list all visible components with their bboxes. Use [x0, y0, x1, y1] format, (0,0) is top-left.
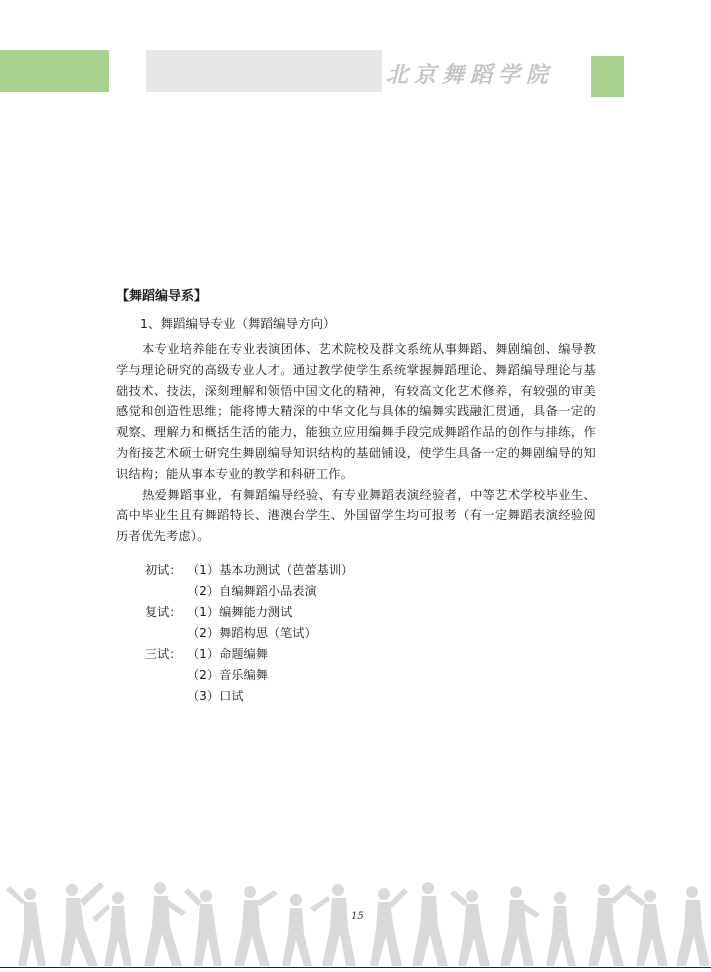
header-green-block-right: [591, 56, 624, 97]
exam-item: （1）编舞能力测试: [187, 605, 293, 619]
major-title: 1、舞蹈编导专业（舞蹈编导方向）: [140, 316, 336, 331]
header-green-block-left: [0, 50, 109, 92]
page-number: 15: [351, 911, 364, 922]
exam-row: [145, 602, 353, 623]
exam-row: [145, 623, 353, 644]
exam-stage-label: 复试：: [145, 605, 182, 619]
requirements-paragraph: 热爱舞蹈事业，有舞蹈编导经验、有专业舞蹈表演经验者，中等艺术学校毕业生、高中毕业生且有舞蹈特长、港澳台学生、外国留学生均可报考（有一定舞蹈表演经验阅历者优先考虑）。: [116, 487, 596, 544]
exam-row: [145, 560, 353, 581]
department-section: [116, 285, 596, 547]
exam-row: [145, 581, 353, 602]
exam-item: （2）舞蹈构思（笔试）: [187, 626, 317, 640]
description-paragraph: 本专业培养能在专业表演团体、艺术院校及群文系统从事舞蹈、舞剧编创、编导教学与理论研究的高级专业人才。通过教学使学生系统掌握舞蹈理论、舞蹈编导理论与基础技术、技法，深刻理解和领悟中国文化的精神，有较高文化艺术修养，有较强的审美感觉和创造性思维；能将博大精深的中华文化与具体的编舞实践融汇贯通，具备一定的观察、理解力和概括生活的能力，能独立应用编舞手段完成舞蹈作品的创作与排练，作为衔接艺术硕士研究生舞剧编导知识结构的基础铺设，使学生具备一定的舞剧编导的知识结构；能从事本专业的教学和科研工作。: [116, 342, 596, 481]
exam-row: [145, 665, 353, 686]
exam-item: （3）口试: [187, 689, 244, 703]
exam-row: [145, 686, 353, 707]
exam-item: （2）自编舞蹈小品表演: [187, 584, 317, 598]
exam-stage-label: 初试：: [145, 563, 182, 577]
exam-row: [145, 644, 353, 665]
bottom-rule: [0, 967, 711, 968]
exam-list: [145, 560, 353, 707]
header-gray-bar: [146, 50, 382, 92]
exam-item: （1）基本功测试（芭蕾基训）: [187, 563, 354, 577]
exam-stage-label: 三试：: [145, 647, 182, 661]
department-title: 【舞蹈编导系】: [116, 289, 208, 304]
exam-item: （1）命题编舞: [187, 647, 268, 661]
exam-item: （2）音乐编舞: [187, 668, 268, 682]
school-name-logo: 北京舞蹈学院: [386, 62, 555, 88]
